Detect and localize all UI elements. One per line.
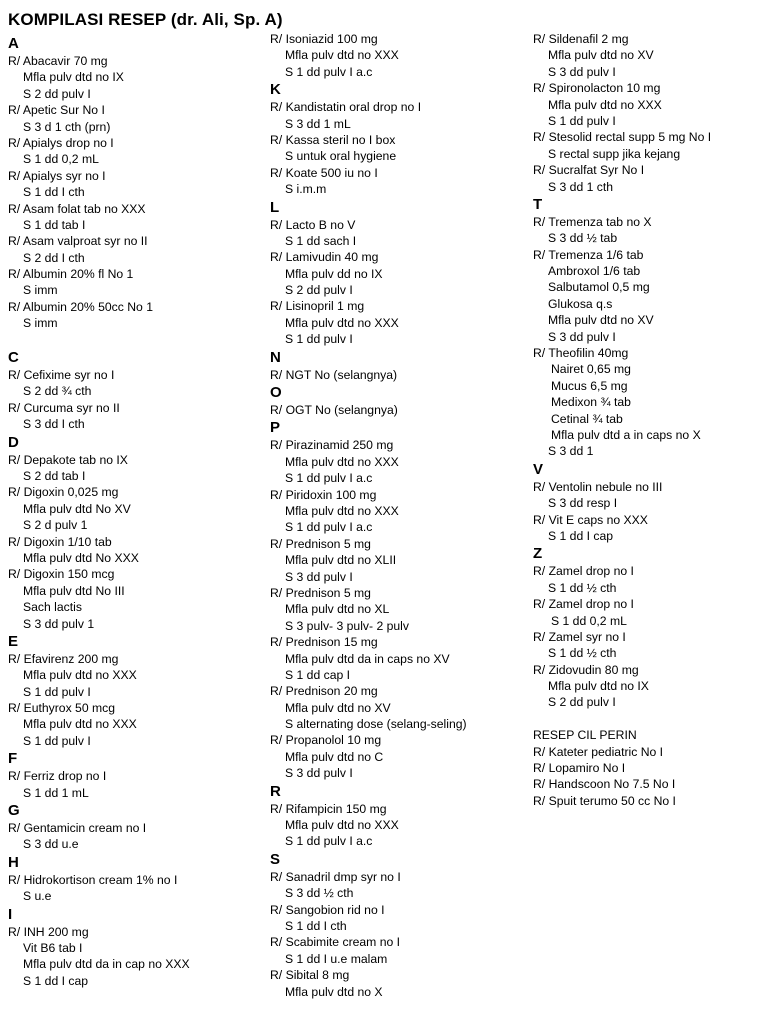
spacer: [8, 332, 258, 348]
prescription-line: R/ Prednison 20 mg: [270, 684, 378, 699]
prescription-detail: S 1 dd I cap: [23, 973, 89, 988]
prescription-line: R/ Zamel drop no I: [533, 564, 634, 579]
prescription-line: R/ Apialys drop no I: [8, 135, 114, 150]
prescription-line: R/ Asam valproat syr no II: [8, 234, 148, 249]
prescription-line: R/ Gentamicin cream no I: [8, 821, 147, 836]
prescription-detail: S 1 dd pulv I a.c: [285, 471, 373, 486]
prescription-detail: Mfla pulv dtd no XXX: [285, 315, 399, 330]
prescription-detail: Mfla pulv dtd da in cap no XXX: [23, 957, 190, 972]
prescription-detail: S 1 dd I cap: [548, 528, 614, 543]
prescription-detail: S 1 dd 1 mL: [23, 785, 89, 800]
prescription-line: R/ Efavirenz 200 mg: [8, 651, 119, 666]
prescription-line: R/ Ferriz drop no I: [8, 769, 107, 784]
prescription-detail: Mfla pulv dtd no X: [285, 984, 383, 999]
section-letter: Z: [533, 545, 543, 563]
section-letter: I: [8, 905, 13, 923]
prescription-line: R/ OGT No (selangnya): [270, 403, 398, 418]
prescription-detail: S alternating dose (selang-seling): [285, 717, 467, 732]
prescription-detail: S 1 dd I cth: [23, 185, 85, 200]
prescription-line: R/ Zamel drop no I: [533, 597, 634, 612]
section-letter: G: [8, 802, 20, 820]
prescription-detail: S 3 dd pulv I: [548, 329, 616, 344]
prescription-detail: S 1 dd 0,2 mL: [551, 613, 627, 628]
section-letter: F: [8, 750, 18, 768]
section-letter: E: [8, 632, 19, 650]
prescription-detail: Salbutamol 0,5 mg: [548, 280, 650, 295]
section-letter: C: [8, 349, 19, 367]
prescription-detail: S 1 dd pulv I: [23, 684, 91, 699]
prescription-detail: S 3 dd pulv I: [548, 64, 616, 79]
prescription-line: R/ Ventolin nebule no III: [533, 479, 663, 494]
prescription-detail: Mfla pulv dtd No XXX: [23, 550, 139, 565]
prescription-detail: S 1 dd ½ cth: [548, 580, 617, 595]
prescription-detail: S 2 dd ¾ cth: [23, 384, 92, 399]
prescription-detail: S rectal supp jika kejang: [548, 146, 681, 161]
prescription-detail: S 3 dd resp I: [548, 496, 618, 511]
prescription-detail: S 2 dd pulv I: [285, 283, 353, 298]
section-letter: K: [270, 81, 281, 99]
prescription-line: R/ Apialys syr no I: [8, 168, 106, 183]
prescription-detail: S imm: [23, 316, 58, 331]
prescription-line: R/ Piridoxin 100 mg: [270, 487, 377, 502]
prescription-detail: S 1 dd ½ cth: [548, 646, 617, 661]
prescription-line: R/ Prednison 5 mg: [270, 536, 371, 551]
prescription-detail: S 1 dd I u.e malam: [285, 951, 388, 966]
prescription-detail: S u.e: [23, 889, 52, 904]
prescription-line: R/ Depakote tab no IX: [8, 452, 128, 467]
prescription-line: R/ Prednison 5 mg: [270, 585, 371, 600]
prescription-detail: Mfla pulv dtd No III: [23, 583, 125, 598]
prescription-detail: S 1 dd tab I: [23, 217, 86, 232]
section-letter: V: [533, 460, 544, 478]
prescription-detail: S untuk oral hygiene: [285, 149, 397, 164]
prescription-line: R/ NGT No (selangnya): [270, 367, 398, 382]
prescription-detail: S 3 dd ½ tab: [548, 231, 618, 246]
prescription-detail: S 2 dd tab I: [23, 468, 86, 483]
prescription-line: R/ Hidrokortison cream 1% no I: [8, 872, 178, 887]
prescription-line: R/ Digoxin 150 mcg: [8, 567, 115, 582]
section-letter: T: [533, 195, 543, 213]
prescription-line: R/ Abacavir 70 mg: [8, 54, 108, 68]
prescription-detail: S 3 dd 1 mL: [285, 116, 351, 131]
prescription-line: R/ Zamel syr no I: [533, 629, 626, 644]
prescription-detail: S 1 dd pulv I a.c: [285, 520, 373, 535]
prescription-detail: Mfla pulv dd no IX: [285, 266, 383, 281]
prescription-detail: Glukosa q.s: [548, 296, 613, 311]
section-letter: L: [270, 198, 280, 216]
column-2: [270, 31, 525, 1000]
prescription-line: R/ Tremenza 1/6 tab: [533, 247, 644, 262]
prescription-detail: S 3 dd pulv I: [285, 569, 353, 584]
prescription-line: R/ Albumin 20% fl No 1: [8, 267, 134, 282]
prescription-detail: S 1 dd sach I: [285, 233, 357, 248]
prescription-detail: Mfla pulv dtd no XXX: [23, 717, 137, 732]
section-letter: H: [8, 853, 19, 871]
section-letter: A: [8, 35, 19, 52]
prescription-detail: Mfla pulv dtd no XXX: [548, 97, 662, 112]
prescription-detail: S 3 d 1 cth (prn): [23, 119, 111, 134]
prescription-line: R/ Vit E caps no XXX: [533, 512, 648, 527]
section-letter: R: [270, 782, 281, 800]
prescription-detail: S 2 dd I cth: [23, 250, 85, 265]
prescription-line: R/ Stesolid rectal supp 5 mg No I: [533, 130, 712, 145]
prescription-detail: S 3 pulv- 3 pulv- 2 pulv: [285, 618, 409, 633]
prescription-line: R/ Apetic Sur No I: [8, 103, 105, 118]
prescription-detail: Nairet 0,65 mg: [551, 362, 631, 377]
prescription-line: R/ Digoxin 1/10 tab: [8, 534, 112, 549]
prescription-detail: S 1 dd pulv I: [285, 332, 353, 347]
prescription-detail: Cetinal ¾ tab: [551, 411, 623, 426]
prescription-detail: S 1 dd I cth: [285, 918, 347, 933]
spacer: [533, 711, 765, 727]
prescription-detail: Mfla pulv dtd no XXX: [285, 503, 399, 518]
column-1: [8, 34, 258, 989]
prescription-line: R/ Sangobion rid no I: [270, 902, 385, 917]
prescription-line: R/ Lopamiro No I: [533, 761, 626, 776]
prescription-detail: S 2 dd pulv I: [23, 86, 91, 101]
prescription-detail: Mfla pulv dtd no XV: [548, 313, 654, 328]
prescription-line: R/ Lamivudin 40 mg: [270, 250, 379, 265]
page-title: KOMPILASI RESEP (dr. Ali, Sp. A): [8, 10, 283, 29]
prescription-line: R/ Cefixime syr no I: [8, 368, 115, 383]
prescription-detail: S 3 dd ½ cth: [285, 886, 354, 901]
prescription-line: R/ Handscoon No 7.5 No I: [533, 777, 676, 792]
prescription-detail: S 3 dd 1 cth: [548, 179, 614, 194]
prescription-detail: S 2 d pulv 1: [23, 518, 88, 533]
prescription-detail: Mfla pulv dtd no XXX: [285, 48, 399, 63]
section-letter: D: [8, 433, 19, 451]
prescription-detail: Mfla pulv dtd no XV: [285, 700, 391, 715]
prescription-detail: S i.m.m: [285, 182, 327, 197]
prescription-detail: S 1 dd 0,2 mL: [23, 152, 99, 167]
prescription-detail: S 3 dd I cth: [23, 417, 85, 432]
prescription-detail: Mfla pulv dtd no IX: [548, 679, 649, 694]
prescription-line: R/ Prednison 15 mg: [270, 635, 378, 650]
prescription-line: R/ Sucralfat Syr No I: [533, 163, 645, 178]
prescription-detail: Mfla pulv dtd a in caps no X: [551, 427, 701, 442]
prescription-line: R/ Curcuma syr no II: [8, 400, 120, 415]
prescription-line: R/ Asam folat tab no XXX: [8, 201, 146, 216]
prescription-line: R/ Propanolol 10 mg: [270, 733, 382, 748]
prescription-detail: Mfla pulv dtd no IX: [23, 70, 124, 85]
prescription-line: R/ Isoniazid 100 mg: [270, 32, 378, 46]
prescription-line: R/ Lacto B no V: [270, 217, 356, 232]
prescription-line: R/ Spironolacton 10 mg: [533, 81, 661, 96]
prescription-line: R/ Euthyrox 50 mcg: [8, 701, 116, 716]
prescription-detail: Mfla pulv dtd da in caps no XV: [285, 651, 450, 666]
prescription-detail: Vit B6 tab I: [23, 940, 83, 955]
prescription-detail: S 3 dd 1: [548, 444, 594, 459]
prescription-detail: Mfla pulv dtd no XV: [548, 48, 654, 63]
prescription-line: R/ Koate 500 iu no I: [270, 165, 378, 180]
prescription-detail: S 1 dd pulv I: [23, 733, 91, 748]
section-letter: N: [270, 348, 281, 366]
prescription-detail: Mucus 6,5 mg: [551, 378, 628, 393]
prescription-detail: Mfla pulv dtd no XL: [285, 602, 390, 617]
prescription-detail: Mfla pulv dtd no XXX: [285, 454, 399, 469]
prescription-line: R/ Rifampicin 150 mg: [270, 801, 387, 816]
prescription-line: R/ Lisinopril 1 mg: [270, 299, 365, 314]
prescription-line: R/ Kassa steril no I box: [270, 132, 396, 147]
prescription-line: R/ Kandistatin oral drop no I: [270, 100, 422, 115]
prescription-detail: Mfla pulv dtd no XLII: [285, 553, 397, 568]
section-letter: S: [270, 850, 281, 868]
prescription-detail: S 2 dd pulv I: [548, 695, 616, 710]
prescription-detail: S 3 dd u.e: [23, 837, 79, 852]
section-letter: O: [270, 384, 282, 402]
prescription-line: R/ Spuit terumo 50 cc No I: [533, 793, 676, 808]
prescription-detail: Ambroxol 1/6 tab: [548, 264, 641, 279]
prescription-line: R/ Zidovudin 80 mg: [533, 662, 639, 677]
prescription-line: R/ Sibital 8 mg: [270, 968, 350, 983]
prescription-detail: S 1 dd pulv I: [548, 113, 616, 128]
prescription-detail: Mfla pulv dtd no XXX: [285, 818, 399, 833]
prescription-detail: Medixon ¾ tab: [551, 395, 631, 410]
prescription-detail: S imm: [23, 283, 58, 298]
prescription-line: R/ Digoxin 0,025 mg: [8, 485, 119, 500]
prescription-line: R/ Sildenafil 2 mg: [533, 32, 629, 46]
prescription-detail: S 1 dd cap I: [285, 667, 351, 682]
prescription-line: R/ Scabimite cream no I: [270, 935, 401, 950]
prescription-detail: Mfla pulv dtd no XXX: [23, 668, 137, 683]
prescription-detail: Mfla pulv dtd No XV: [23, 501, 131, 516]
prescription-detail: S 3 dd pulv 1: [23, 616, 95, 631]
prescription-detail: Mfla pulv dtd no C: [285, 749, 384, 764]
prescription-line: R/ Albumin 20% 50cc No 1: [8, 299, 153, 314]
prescription-detail: S 1 dd pulv I a.c: [285, 834, 373, 849]
prescription-line: R/ Pirazinamid 250 mg: [270, 438, 394, 453]
prescription-line: R/ INH 200 mg: [8, 924, 89, 939]
prescription-line: R/ Tremenza tab no X: [533, 214, 652, 229]
prescription-line: R/ Theofilin 40mg: [533, 346, 629, 361]
prescription-line: R/ Kateter pediatric No I: [533, 744, 664, 759]
column-3: [533, 31, 765, 809]
section-heading: RESEP CIL PERIN: [533, 728, 637, 743]
prescription-line: R/ Sanadril dmp syr no I: [270, 869, 401, 884]
prescription-detail: S 1 dd pulv I a.c: [285, 64, 373, 79]
section-letter: P: [270, 419, 281, 437]
prescription-detail: Sach lactis: [23, 600, 82, 615]
prescription-detail: S 3 dd pulv I: [285, 766, 353, 781]
